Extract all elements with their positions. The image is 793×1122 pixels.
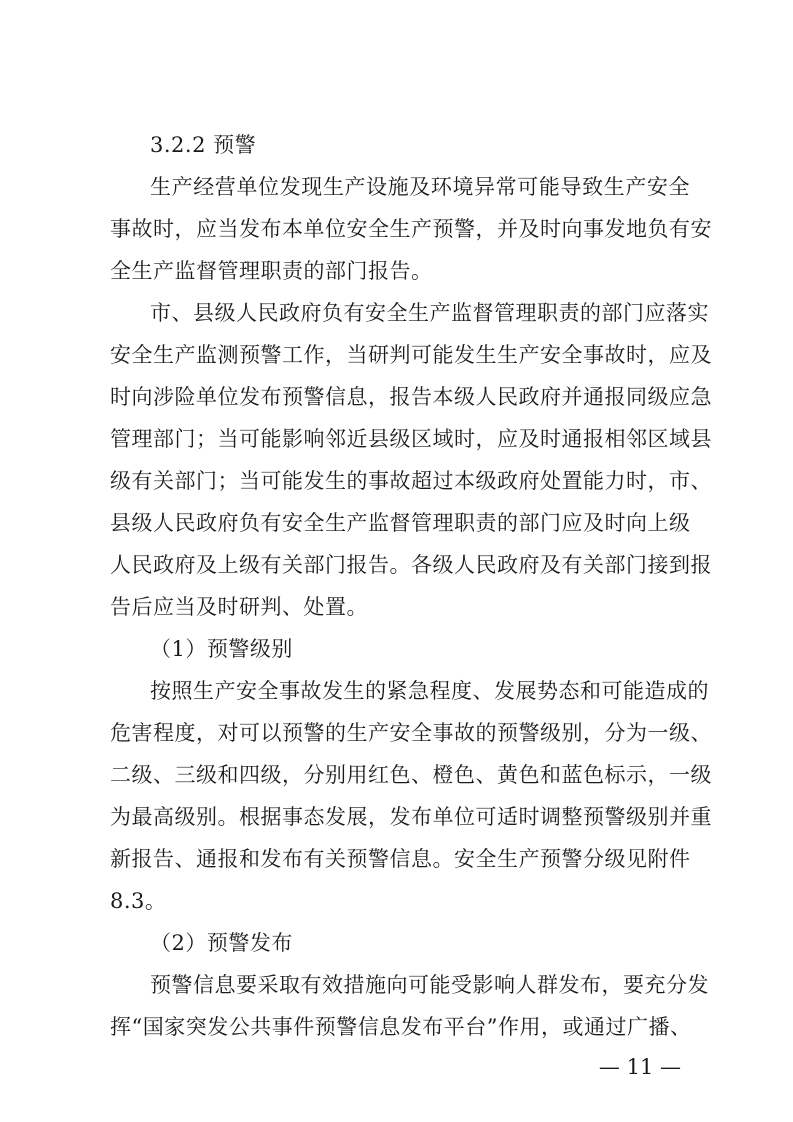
paragraph-line: 安全生产监测预警工作，当研判可能发生生产安全事故时，应及 — [110, 343, 712, 367]
paragraph-line: 全生产监督管理职责的部门报告。 — [110, 259, 433, 283]
paragraph-line: 管理部门；当可能影响邻近县级区域时，应及时通报相邻区域县 — [110, 427, 712, 451]
subheading-warning-level: （1）预警级别 — [150, 637, 293, 661]
subheading-warning-release: （2）预警发布 — [150, 931, 293, 955]
paragraph-line: 预警信息要采取有效措施向可能受影响人群发布，要充分发 — [150, 973, 709, 997]
paragraph-line: 二级、三级和四级，分别用红色、橙色、黄色和蓝色标示，一级 — [110, 763, 712, 787]
paragraph-line: 为最高级别。根据事态发展，发布单位可适时调整预警级别并重 — [110, 805, 712, 829]
paragraph-line: 按照生产安全事故发生的紧急程度、发展势态和可能造成的 — [150, 679, 709, 703]
paragraph-line: 市、县级人民政府负有安全生产监督管理职责的部门应落实 — [150, 301, 709, 325]
paragraph-line: 危害程度，对可以预警的生产安全事故的预警级别，分为一级、 — [110, 721, 712, 745]
paragraph-line: 县级人民政府负有安全生产监督管理职责的部门应及时向上级 — [110, 511, 691, 535]
paragraph-line: 事故时，应当发布本单位安全生产预警，并及时向事发地负有安 — [110, 217, 712, 241]
paragraph-line: 8.3。 — [110, 889, 167, 913]
section-heading: 3.2.2 预警 — [150, 133, 257, 157]
paragraph-line: 新报告、通报和发布有关预警信息。安全生产预警分级见附件 — [110, 847, 691, 871]
page-number: — 11 — — [598, 1055, 681, 1079]
paragraph-line: 生产经营单位发现生产设施及环境异常可能导致生产安全 — [150, 175, 690, 199]
paragraph-line: 告后应当及时研判、处置。 — [110, 595, 368, 619]
paragraph-line: 挥“国家突发公共事件预警信息发布平台”作用，或通过广播、 — [110, 1015, 692, 1039]
paragraph-line: 人民政府及上级有关部门报告。各级人民政府及有关部门接到报 — [110, 553, 712, 577]
paragraph-line: 级有关部门；当可能发生的事故超过本级政府处置能力时，市、 — [110, 469, 712, 493]
paragraph-line: 时向涉险单位发布预警信息，报告本级人民政府并通报同级应急 — [110, 385, 712, 409]
